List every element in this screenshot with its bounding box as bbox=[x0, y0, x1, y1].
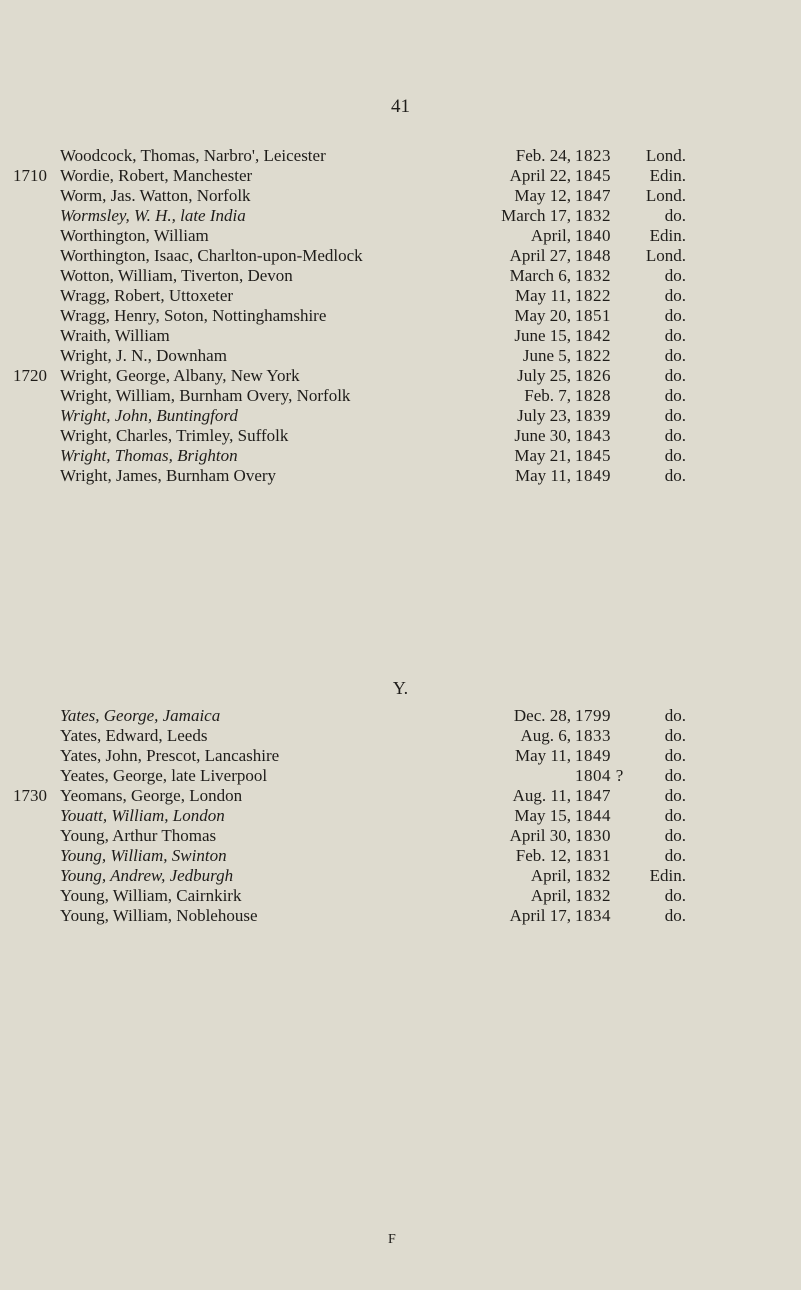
entry-year: 1823 bbox=[575, 146, 611, 165]
entry-name: Wraith, William bbox=[60, 326, 170, 345]
register-row bbox=[0, 726, 801, 746]
entry-place: do. bbox=[664, 386, 686, 405]
entry-date: Feb. 7, bbox=[524, 386, 571, 405]
entry-date: April 27, bbox=[509, 246, 571, 265]
entry-year: 1845 bbox=[575, 166, 611, 185]
entry-date: March 17, bbox=[501, 206, 571, 225]
register-row bbox=[0, 706, 801, 726]
entry-place: Lond. bbox=[645, 186, 686, 205]
entry-name: Wormsley, W. H., late India bbox=[60, 206, 246, 225]
entry-name: Yeates, George, late Liverpool bbox=[60, 766, 268, 785]
entry-date: April 22, bbox=[509, 166, 571, 185]
entry-place: do. bbox=[664, 886, 686, 905]
register-row bbox=[0, 806, 801, 826]
register-row bbox=[0, 426, 801, 446]
entry-year: 1849 bbox=[575, 746, 611, 765]
entry-year: 1845 bbox=[575, 446, 611, 465]
entry-date: Aug. 6, bbox=[520, 726, 571, 745]
entry-year: 1834 bbox=[575, 906, 611, 925]
entry-place: Edin. bbox=[649, 166, 686, 185]
register-row bbox=[0, 246, 801, 266]
entry-date: July 23, bbox=[517, 406, 571, 425]
register-row bbox=[0, 886, 801, 906]
entry-name: Wright, James, Burnham Overy bbox=[60, 466, 277, 485]
register-row bbox=[0, 826, 801, 846]
entry-year: 1833 bbox=[575, 726, 611, 745]
register-row bbox=[0, 326, 801, 346]
register-row bbox=[0, 446, 801, 466]
entry-name: Wright, Charles, Trimley, Suffolk bbox=[60, 426, 289, 445]
entry-year: 1843 bbox=[575, 426, 611, 445]
register-row bbox=[0, 306, 801, 326]
signature-mark: F bbox=[388, 1232, 396, 1247]
entry-place: do. bbox=[664, 406, 686, 425]
entry-place: do. bbox=[664, 426, 686, 445]
entry-year: 1799 bbox=[575, 706, 611, 725]
entry-year: 1847 bbox=[575, 786, 611, 805]
register-row bbox=[0, 746, 801, 766]
entry-year: 1830 bbox=[575, 826, 611, 845]
entry-year: 1832 bbox=[575, 886, 611, 905]
entry-date: May 11, bbox=[514, 466, 571, 485]
entry-name: Worm, Jas. Watton, Norfolk bbox=[60, 186, 251, 205]
entry-place: do. bbox=[664, 266, 686, 285]
entry-year: 1844 bbox=[575, 806, 611, 825]
entry-place: do. bbox=[664, 806, 686, 825]
entry-number: 1730 bbox=[13, 786, 47, 805]
entry-name: Yates, George, Jamaica bbox=[60, 706, 221, 725]
entry-name: Yeomans, George, London bbox=[60, 786, 243, 805]
register-row bbox=[0, 406, 801, 426]
entry-year: 1822 bbox=[575, 286, 611, 305]
entry-place: do. bbox=[664, 206, 686, 225]
entry-name: Worthington, Isaac, Charlton-upon-Medlock bbox=[60, 246, 363, 265]
entry-place: do. bbox=[664, 286, 686, 305]
entry-date: Feb. 12, bbox=[515, 846, 571, 865]
register-row bbox=[0, 186, 801, 206]
entry-date: May 12, bbox=[514, 186, 571, 205]
entry-date: Feb. 24, bbox=[515, 146, 571, 165]
entry-place: do. bbox=[664, 366, 686, 385]
entry-year: 1831 bbox=[575, 846, 611, 865]
entry-year: 1832 bbox=[575, 206, 611, 225]
entry-place: do. bbox=[664, 346, 686, 365]
entry-date: June 30, bbox=[514, 426, 571, 445]
entry-name: Wright, William, Burnham Overy, Norfolk bbox=[60, 386, 351, 405]
entry-place: do. bbox=[664, 446, 686, 465]
entry-date: June 15, bbox=[514, 326, 571, 345]
register-row bbox=[0, 286, 801, 306]
entry-name: Wright, Thomas, Brighton bbox=[60, 446, 238, 465]
entry-date: May 20, bbox=[514, 306, 571, 325]
register-row bbox=[0, 206, 801, 226]
register-row bbox=[0, 906, 801, 926]
entry-name: Wright, J. N., Downham bbox=[60, 346, 227, 365]
entry-place: Edin. bbox=[649, 226, 686, 245]
entry-place: do. bbox=[664, 706, 686, 725]
entry-name: Young, William, Cairnkirk bbox=[60, 886, 242, 905]
entry-place: Lond. bbox=[645, 146, 686, 165]
entry-name: Worthington, William bbox=[60, 226, 209, 245]
entry-place: do. bbox=[664, 766, 686, 785]
entry-name: Wright, John, Buntingford bbox=[60, 406, 238, 425]
entry-place: do. bbox=[664, 786, 686, 805]
entry-date: April 17, bbox=[509, 906, 571, 925]
register-row bbox=[0, 166, 801, 186]
register-row bbox=[0, 766, 801, 786]
entry-date: May 11, bbox=[514, 286, 571, 305]
entry-name: Wragg, Robert, Uttoxeter bbox=[60, 286, 234, 305]
entry-date: May 21, bbox=[514, 446, 571, 465]
entry-date: May 11, bbox=[514, 746, 571, 765]
entry-place: do. bbox=[664, 746, 686, 765]
entry-date: March 6, bbox=[509, 266, 571, 285]
section-heading: Y. bbox=[392, 678, 409, 698]
entry-date: Aug. 11, bbox=[512, 786, 571, 805]
entry-year: 1847 bbox=[575, 186, 611, 205]
entry-name: Yates, Edward, Leeds bbox=[60, 726, 208, 745]
entry-date: Dec. 28, bbox=[513, 706, 571, 725]
entry-place: do. bbox=[664, 326, 686, 345]
entry-place: do. bbox=[664, 906, 686, 925]
entry-name: Wotton, William, Tiverton, Devon bbox=[60, 266, 293, 285]
entry-year: 1848 bbox=[575, 246, 611, 265]
entry-place: do. bbox=[664, 726, 686, 745]
entry-name: Young, William, Noblehouse bbox=[60, 906, 258, 925]
entry-name: Wright, George, Albany, New York bbox=[60, 366, 300, 385]
entry-place: Edin. bbox=[649, 866, 686, 885]
entry-date: April, bbox=[530, 226, 571, 245]
entry-name: Youatt, William, London bbox=[60, 806, 225, 825]
entry-name: Young, Andrew, Jedburgh bbox=[60, 866, 234, 885]
register-row bbox=[0, 786, 801, 806]
entry-place: do. bbox=[664, 846, 686, 865]
entry-year: 1851 bbox=[575, 306, 611, 325]
entry-place: do. bbox=[664, 826, 686, 845]
entry-name: Wordie, Robert, Manchester bbox=[60, 166, 253, 185]
register-row bbox=[0, 146, 801, 166]
register-row bbox=[0, 386, 801, 406]
entry-date: May 15, bbox=[514, 806, 571, 825]
entry-place: do. bbox=[664, 306, 686, 325]
entry-year: 1849 bbox=[575, 466, 611, 485]
page-number: 41 bbox=[391, 96, 410, 117]
register-row bbox=[0, 226, 801, 246]
entry-name: Yates, John, Prescot, Lancashire bbox=[60, 746, 280, 765]
entry-place: Lond. bbox=[645, 246, 686, 265]
register-row bbox=[0, 366, 801, 386]
register-row bbox=[0, 346, 801, 366]
entry-name: Wragg, Henry, Soton, Nottinghamshire bbox=[60, 306, 327, 325]
register-row bbox=[0, 866, 801, 886]
entry-date: June 5, bbox=[522, 346, 571, 365]
entry-year: 1822 bbox=[575, 346, 611, 365]
entry-year: 1828 bbox=[575, 386, 611, 405]
entry-date: July 25, bbox=[517, 366, 571, 385]
entry-number: 1710 bbox=[13, 166, 47, 185]
entry-year: 1839 bbox=[575, 406, 611, 425]
entry-name: Young, Arthur Thomas bbox=[60, 826, 217, 845]
entry-year: 1842 bbox=[575, 326, 611, 345]
entry-number: 1720 bbox=[13, 366, 47, 385]
entry-name: Young, William, Swinton bbox=[60, 846, 227, 865]
entry-name: Woodcock, Thomas, Narbro', Leicester bbox=[60, 146, 326, 165]
entry-year: 1840 bbox=[575, 226, 611, 245]
entry-year: 1826 bbox=[575, 366, 611, 385]
register-row bbox=[0, 466, 801, 486]
entry-date: April, bbox=[530, 866, 571, 885]
entry-date: April, bbox=[530, 886, 571, 905]
entry-year: 1832 bbox=[575, 266, 611, 285]
register-row bbox=[0, 846, 801, 866]
entry-year: 1804 ? bbox=[575, 766, 624, 785]
entry-place: do. bbox=[664, 466, 686, 485]
register-row bbox=[0, 266, 801, 286]
entry-year: 1832 bbox=[575, 866, 611, 885]
entry-date: April 30, bbox=[509, 826, 571, 845]
